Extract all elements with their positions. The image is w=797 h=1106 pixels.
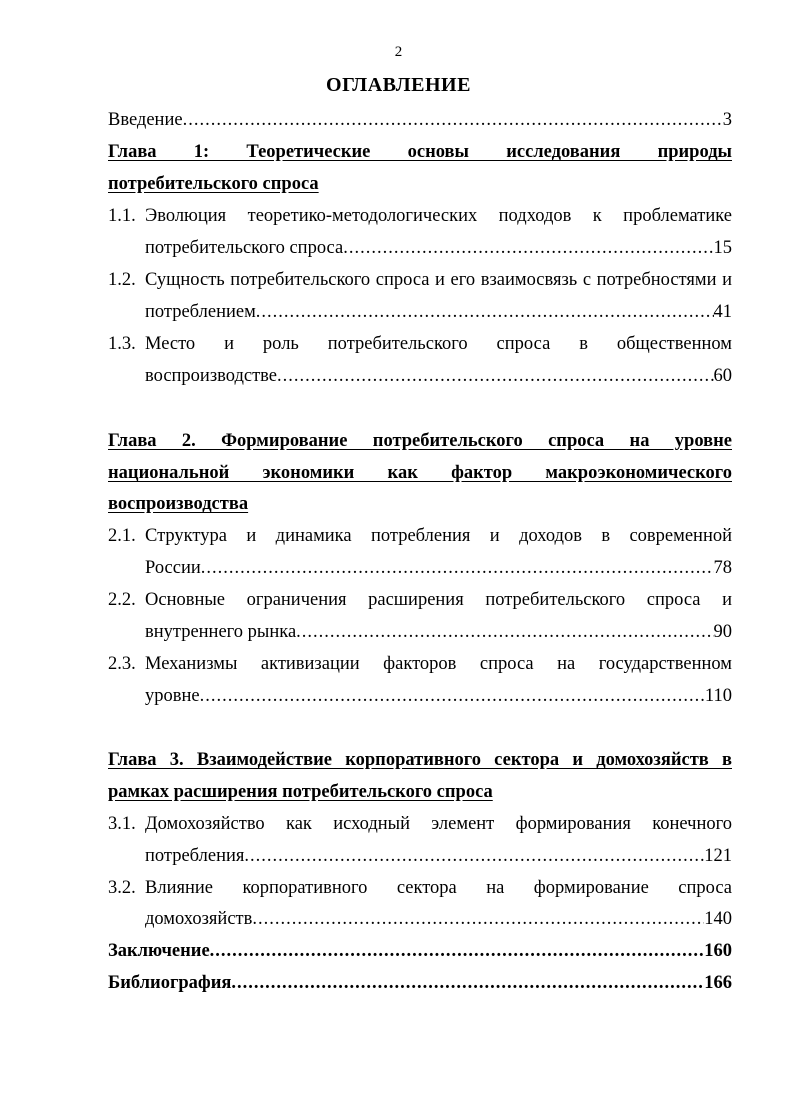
section-number: 2.1. (108, 526, 136, 546)
toc-entry-label: потребления (145, 846, 245, 866)
toc-entry-3-1-cont[interactable] (145, 844, 732, 868)
dot-leader (256, 300, 714, 324)
chapter-2-heading-cont[interactable]: национальной экономики как фактор макроэкономического (108, 463, 732, 483)
dot-leader (343, 236, 713, 260)
chapter-2-heading[interactable]: Глава 2. Формирование потребительского спроса на уровне (108, 431, 732, 451)
dot-leader (210, 939, 705, 963)
toc-page-number: 78 (713, 558, 732, 578)
toc-entry-label: потребительского спроса (145, 238, 344, 258)
toc-entry-label: потреблением (145, 302, 256, 322)
toc-entry-label: воспроизводстве (145, 366, 278, 386)
page-title: ОГЛАВЛЕНИЕ (326, 74, 471, 96)
section-number: 1.3. (108, 334, 136, 354)
toc-entry-2-2[interactable]: Основные ограничения расширения потребительского спроса и (145, 590, 732, 610)
dot-leader (201, 556, 714, 580)
page-number: 2 (394, 44, 403, 60)
toc-page-number: 3 (722, 110, 732, 130)
toc-page-number: 110 (704, 686, 732, 706)
toc-entry-2-3-cont[interactable] (145, 684, 732, 708)
dot-leader (231, 971, 704, 995)
section-number: 1.1. (108, 206, 136, 226)
toc-entry-2-2-cont[interactable] (145, 620, 732, 644)
toc-page-number: 15 (713, 238, 732, 258)
toc-entry-3-1[interactable]: Домохозяйство как исходный элемент формирования конечного (145, 814, 732, 834)
toc-entry-1-2[interactable]: Сущность потребительского спроса и его взаимосвязь с потребностями и (145, 270, 732, 290)
section-number: 2.2. (108, 590, 136, 610)
dot-leader (200, 684, 705, 708)
dot-leader (244, 844, 704, 868)
toc-page-number: 160 (704, 941, 732, 961)
toc-entry-1-3[interactable]: Место и роль потребительского спроса в общественном (145, 334, 732, 354)
toc-entry-label: Заключение (108, 941, 210, 961)
section-number: 2.3. (108, 654, 136, 674)
toc-entry-3-2[interactable]: Влияние корпоративного сектора на формирование спроса (145, 878, 732, 898)
dot-leader (252, 907, 704, 931)
toc-entry-2-1[interactable]: Структура и динамика потребления и доходов в современной (145, 526, 732, 546)
toc-entry-label: Библиография (108, 973, 232, 993)
toc-page-number: 41 (713, 302, 732, 322)
toc-page-number: 140 (704, 909, 732, 929)
toc-entry-label: России (145, 558, 201, 578)
toc-entry-label: уровне (145, 686, 200, 706)
toc-entry-label: Введение (108, 110, 183, 130)
dot-leader (183, 108, 723, 132)
dot-leader (296, 620, 713, 644)
chapter-3-heading-cont[interactable]: рамках расширения потребительского спроса (108, 782, 493, 802)
toc-entry-label: внутреннего рынка (145, 622, 297, 642)
toc-entry-bibliography[interactable] (108, 971, 732, 995)
toc-page-number: 90 (713, 622, 732, 642)
section-number: 3.2. (108, 878, 136, 898)
toc-entry-2-1-cont[interactable] (145, 556, 732, 580)
toc-page-number: 121 (704, 846, 732, 866)
section-number: 3.1. (108, 814, 136, 834)
toc-entry-1-2-cont[interactable] (145, 300, 732, 324)
toc-entry-1-1-cont[interactable] (145, 236, 732, 260)
toc-entry-1-1[interactable]: Эволюция теоретико-методологических подходов к проблематике (145, 206, 732, 226)
toc-page-number: 166 (704, 973, 732, 993)
toc-entry-3-2-cont[interactable] (145, 907, 732, 931)
toc-entry-2-3[interactable]: Механизмы активизации факторов спроса на государственном (145, 654, 732, 674)
chapter-3-heading[interactable]: Глава 3. Взаимодействие корпоративного сектора и домохозяйств в (108, 750, 732, 770)
toc-entry-conclusion[interactable] (108, 939, 732, 963)
toc-page-number: 60 (713, 366, 732, 386)
toc-entry-intro[interactable] (108, 108, 732, 132)
section-number: 1.2. (108, 270, 136, 290)
chapter-1-heading-cont[interactable]: потребительского спроса (108, 174, 319, 194)
toc-entry-label: домохозяйств (145, 909, 253, 929)
toc-entry-1-3-cont[interactable] (145, 364, 732, 388)
chapter-2-heading-cont2[interactable]: воспроизводства (108, 494, 249, 514)
chapter-1-heading[interactable]: Глава 1: Теоретические основы исследования природы (108, 142, 732, 162)
dot-leader (277, 364, 713, 388)
